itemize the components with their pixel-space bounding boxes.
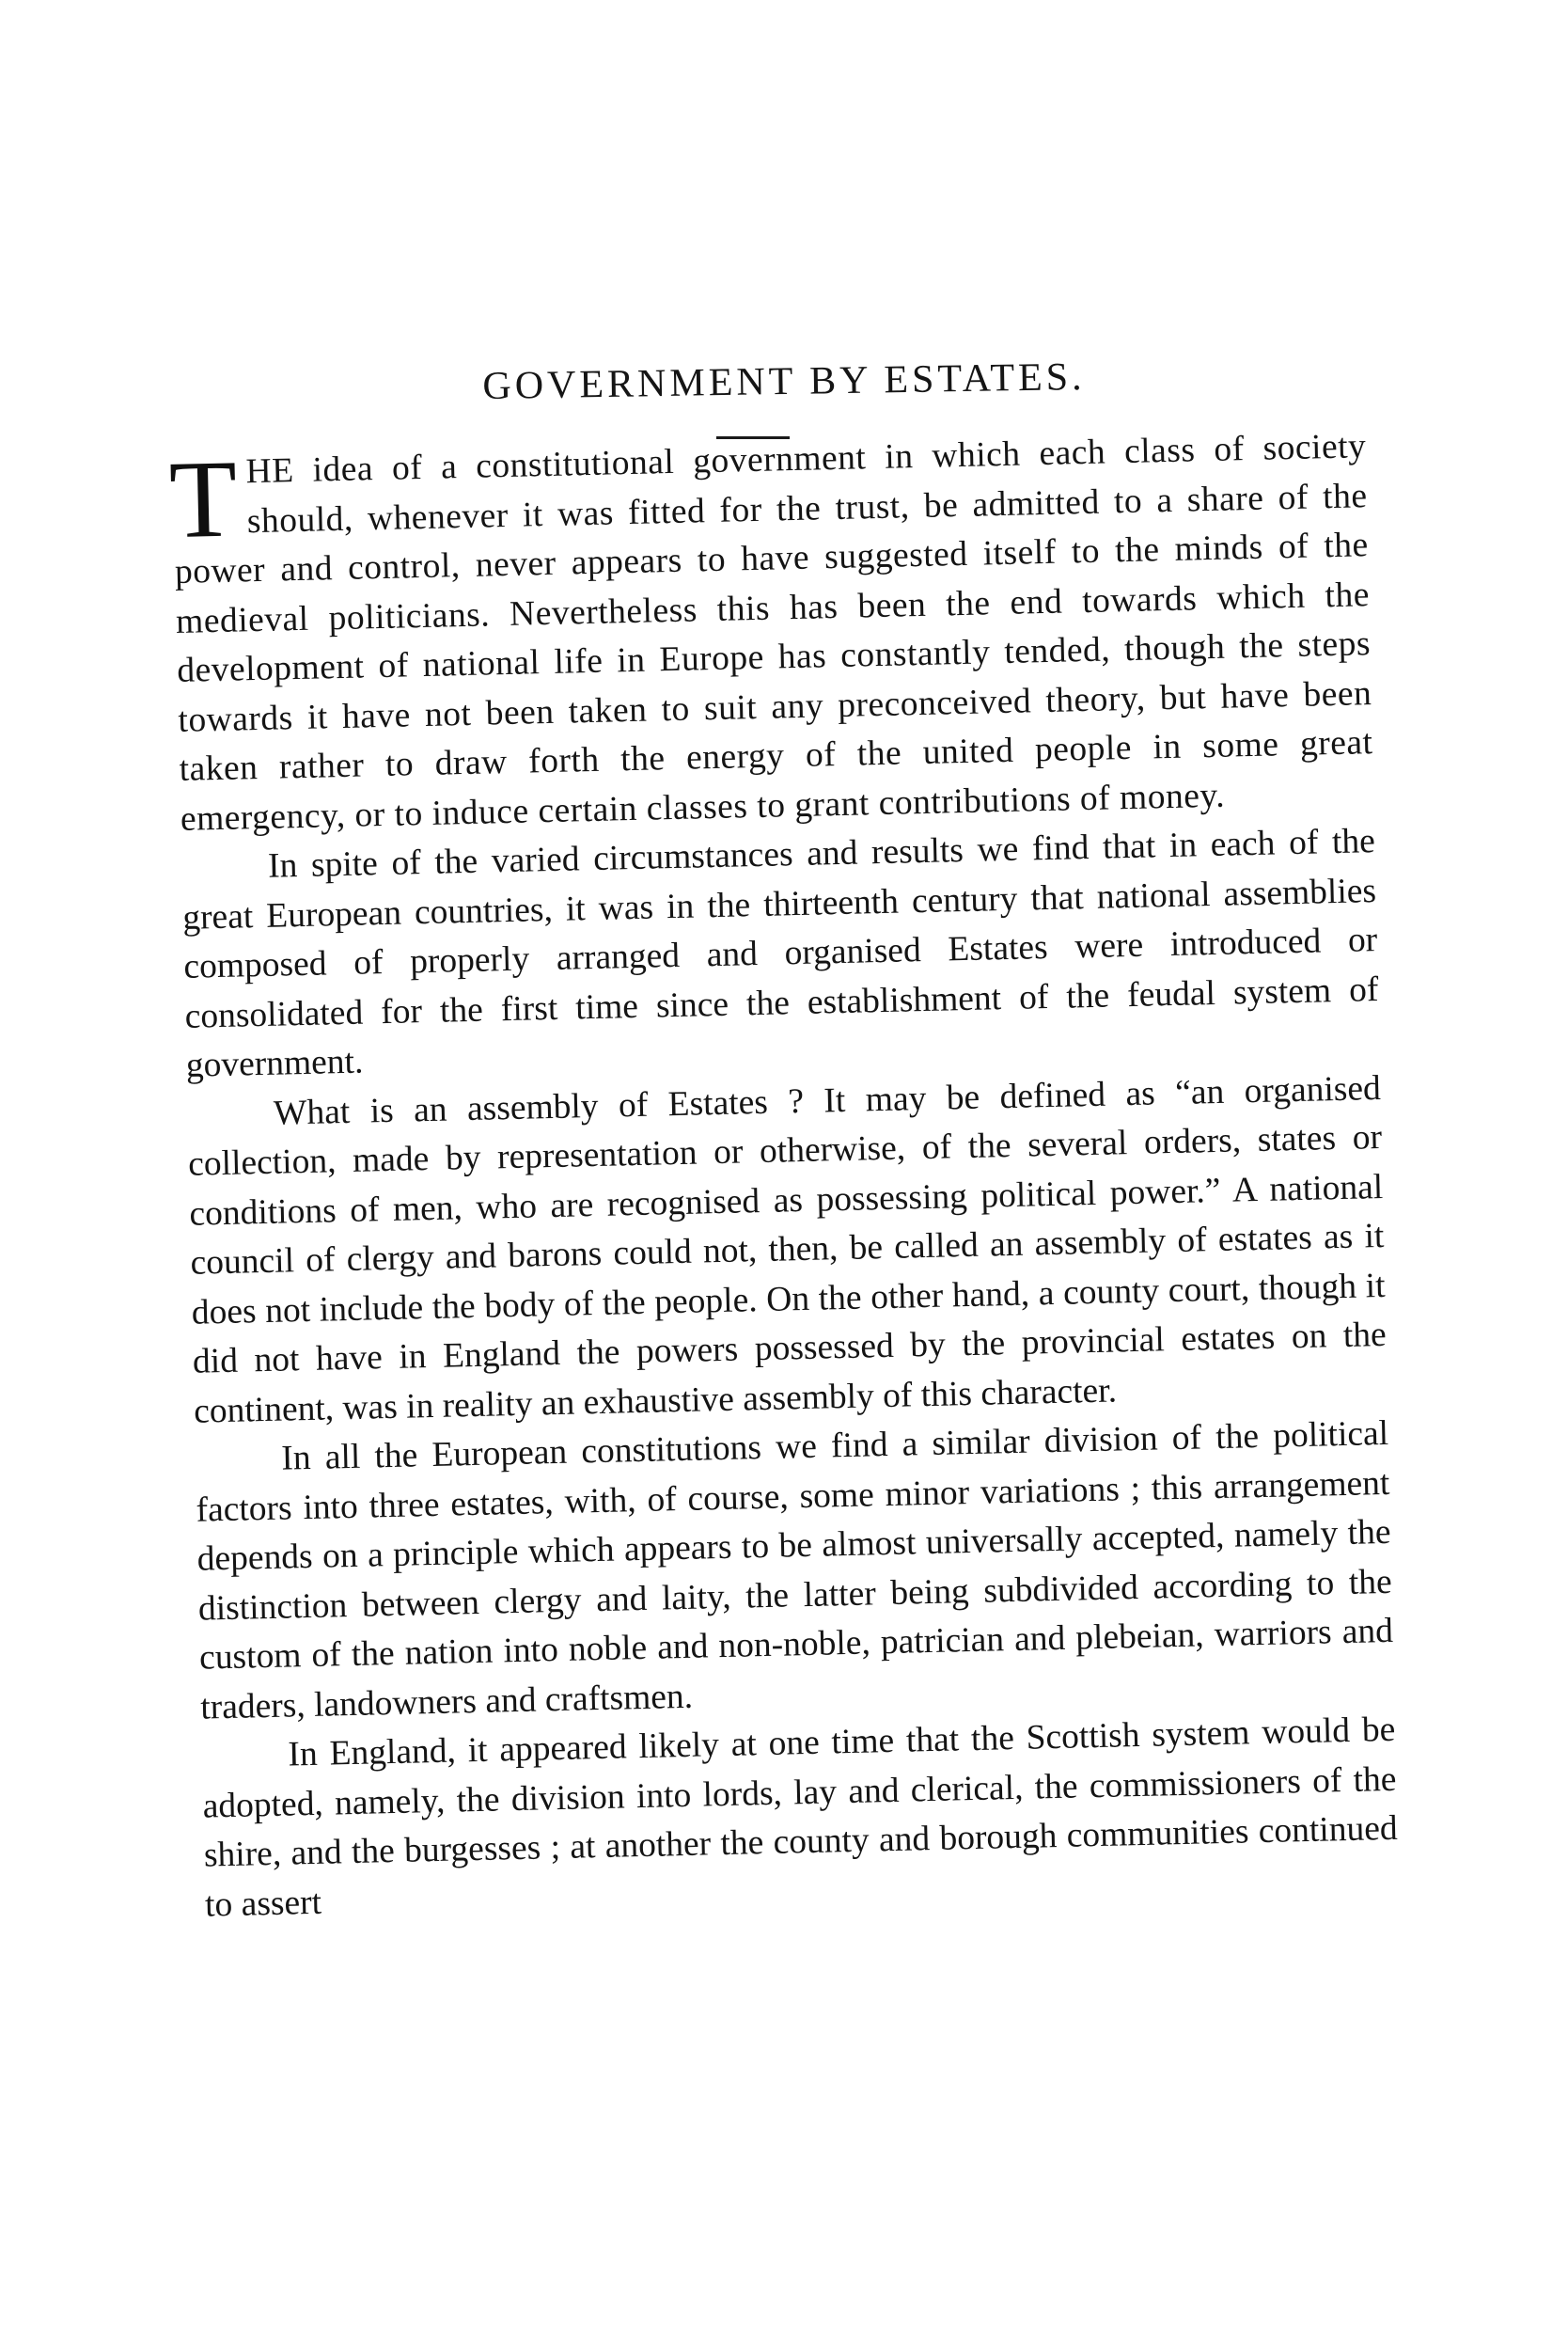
body-text (167, 422, 1399, 1930)
paragraph-5: In England, it appeared likely at one time that the Scottish system would be adopted, namely, the division into lords, lay and clerical, the commissioners of the shire, and the burgesses ; at another the county and borough communities continued to assert (202, 1710, 1399, 1925)
drop-cap: T (167, 436, 239, 562)
chapter-title: GOVERNMENT BY ESTATES. (482, 355, 1086, 409)
paragraph-1 (167, 422, 1374, 844)
paragraph-2: In spite of the varied circumstances and results we find that in each of the great European countries, it was in the thirteenth century that national assemblies composed of properly arranged and organised Estates were introduced or consolidated for the first time since the establishment of the feudal system of government. (181, 822, 1379, 1085)
paragraph-4: In all the European constitutions we find a similar division of the political factors into three estates, with, of course, some minor variations ; this arrangement depends on a principle which appears to be almost universally accepted, namely the distinction between clergy and laity, the latter being subdivided according to the custom of the nation into noble and non-noble, patrician and plebeian, warriors and traders, landowners and craftsmen. (196, 1413, 1394, 1727)
paragraph-3: What is an assembly of Estates ? It may be defined as “an organised collection, made by representation or otherwise, of the several orders, states or conditions of men, who are recognised as possessing political power.” A national council of clergy and barons could not, then, be called an assembly of estates as it does not include the body of the people. On the other hand, a county court, though it did not have in England the powers possessed by the provincial estates on the continent, was in reality an exhaustive assembly of this character. (187, 1068, 1388, 1431)
paragraph-1-text: HE idea of a constitutional government in which each class of society should, whenever it was fitted for the trust, be admitted to a share of the power and control, never appears to have suggested itself to the minds of the medieval politicians. Nevertheless this has been the end towards which the development of national life in Europe has constantly tended, though the steps towards it have not been taken to suit any preconceived theory, but have been taken rather to draw forth the energy of the united people in some great emergency, or to induce certain classes to grant contributions of money. (174, 427, 1373, 839)
